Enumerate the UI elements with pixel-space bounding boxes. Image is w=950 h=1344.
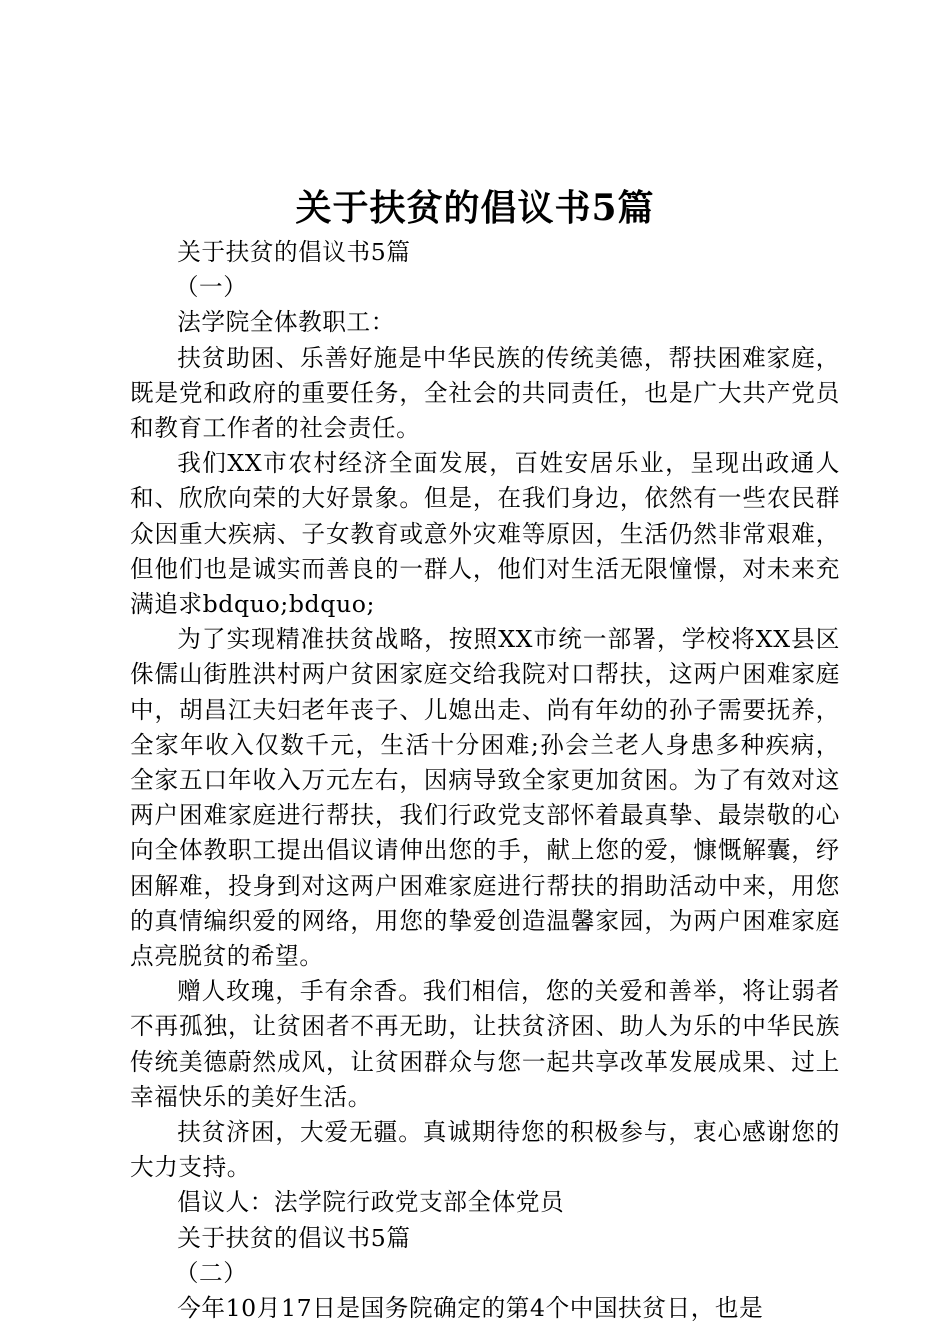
paragraph: 为了实现精准扶贫战略，按照XX市统一部署，学校将XX县区侏儒山街胜洪村两户贫困家庭交给我院对口帮扶，这两户困难家庭中，胡昌江夫妇老年丧子、儿媳出走、尚有年幼的孙子需要抚养，全家年收入仅数千元，生活十分困难;孙会兰老人身患多种疾病，全家五口年收入万元左右，因病导致全家更加贫困。为了有效对这两户困难家庭进行帮扶，我们行政党支部怀着最真挚、最崇敬的心向全体教职工提出倡议请伸出您的手，献上您的爱，慷慨解囊，纾困解难，投身到对这两户困难家庭进行帮扶的捐助活动中来，用您的真情编织爱的网络，用您的挚爱创造温馨家园，为两户困难家庭点亮脱贫的希望。 — [130, 625, 840, 971]
document-body — [130, 235, 840, 1326]
initiator-line: 倡议人：法学院行政党支部全体党员 — [177, 1188, 565, 1217]
salutation: 法学院全体教职工： — [177, 308, 395, 337]
subtitle-line: 关于扶贫的倡议书5篇 — [177, 1223, 411, 1252]
section-number: （二） — [174, 1258, 248, 1287]
paragraph: 扶贫助困、乐善好施是中华民族的传统美德，帮扶困难家庭，既是党和政府的重要任务，全社会的共同责任，也是广大共产党员和教育工作者的社会责任。 — [130, 343, 840, 443]
subtitle-line: 关于扶贫的倡议书5篇 — [177, 238, 411, 266]
paragraph: 我们XX市农村经济全面发展，百姓安居乐业，呈现出政通人和、欣欣向荣的大好景象。但是，在我们身边，依然有一些农民群众因重大疾病、子女教育或意外灾难等原因，生活仍然非常艰难，但他们也是诚实而善良的一群人，他们对生活无限憧憬，对未来充满追求bdquo;bdquo; — [130, 449, 840, 619]
paragraph: 赠人玫瑰，手有余香。我们相信，您的关爱和善举，将让弱者不再孤独，让贫困者不再无助，让扶贫济困、助人为乐的中华民族传统美德蔚然成风，让贫困群众与您一起共享改革发展成果、过上幸福快乐的美好生活。 — [130, 977, 840, 1111]
paragraph: 扶贫济困，大爱无疆。真诚期待您的积极参与，衷心感谢您的大力支持。 — [130, 1118, 840, 1182]
section-number: （一） — [174, 273, 248, 302]
paragraph: 今年10月17日是国务院确定的第4个中国扶贫日，也是 — [177, 1294, 764, 1323]
document-title: 关于扶贫的倡议书5篇 — [295, 187, 655, 229]
